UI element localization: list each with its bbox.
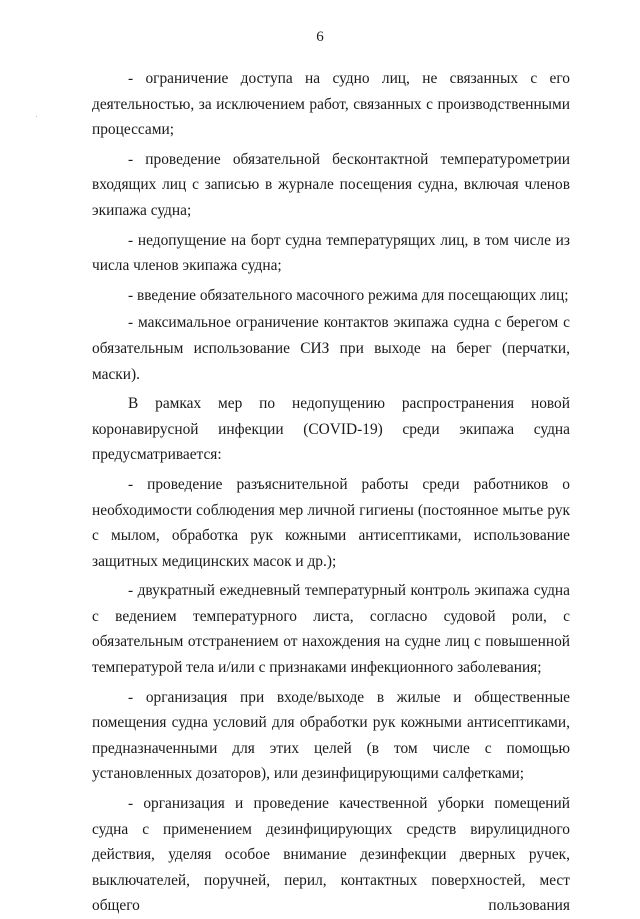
paragraph-shore-contacts: - максимальное ограничение контактов экипажа судна с берегом с обязательным использование СИЗ при выходе на берег (перчатки, маски).	[92, 314, 570, 383]
paragraph-covid-measures-intro: В рамках мер по недопущению распространения новой коронавирусной инфекции (COVID-19) среди экипажа судна предусматривается:	[92, 395, 570, 464]
paragraph-hand-sanitizing: - организация при входе/выходе в жилые и общественные помещения судна условий для обработки рук кожными антисептиками, предназначенными для этих целей (в том числе с помощью установленных дозаторов), или дезинфицирующими салфетками;	[92, 688, 570, 783]
paragraph-temperature-control: - двукратный ежедневный температурный контроль экипажа судна с ведением температурного листа, согласно судовой роли, с обязательным отстранением от нахождения на судне лиц с повышенной температурой тела и/или с признаками инфекционного заболевания;	[92, 582, 570, 677]
paragraph-mask-regime: - введение обязательного масочного режима для посещающих лиц;	[128, 286, 569, 304]
paragraph-no-fever-boarding: - недопущение на борт судна температурящих лиц, в том числе из числа членов экипажа судна;	[92, 231, 570, 275]
paragraph-cleaning: - организация и проведение качественной уборки помещений судна с применением дезинфицирующих средств вирулицидного действия, уделяя особое внимание дезинфекции дверных ручек, выключателей, поручней, перил, контактных поверхностей, мест общего пользования	[92, 795, 570, 915]
paragraph-access-restriction: - ограничение доступа на судно лиц, не связанных с его деятельностью, за исключением работ, связанных с производственными процессами;	[92, 70, 570, 139]
paragraph-hygiene-explanation: - проведение разъяснительной работы среди работников о необходимости соблюдения мер личной гигиены (постоянное мытье рук с мылом, обработка рук кожными антисептиками, использование защитных медицинских масок и др.);	[92, 475, 570, 570]
body-text	[92, 66, 570, 919]
scan-mark	[36, 116, 37, 117]
paragraph-thermometry: - проведение обязательной бесконтактной температурометрии входящих лиц с записью в журнале посещения судна, включая членов экипажа судна;	[92, 150, 570, 219]
page-number: 6	[316, 29, 324, 45]
